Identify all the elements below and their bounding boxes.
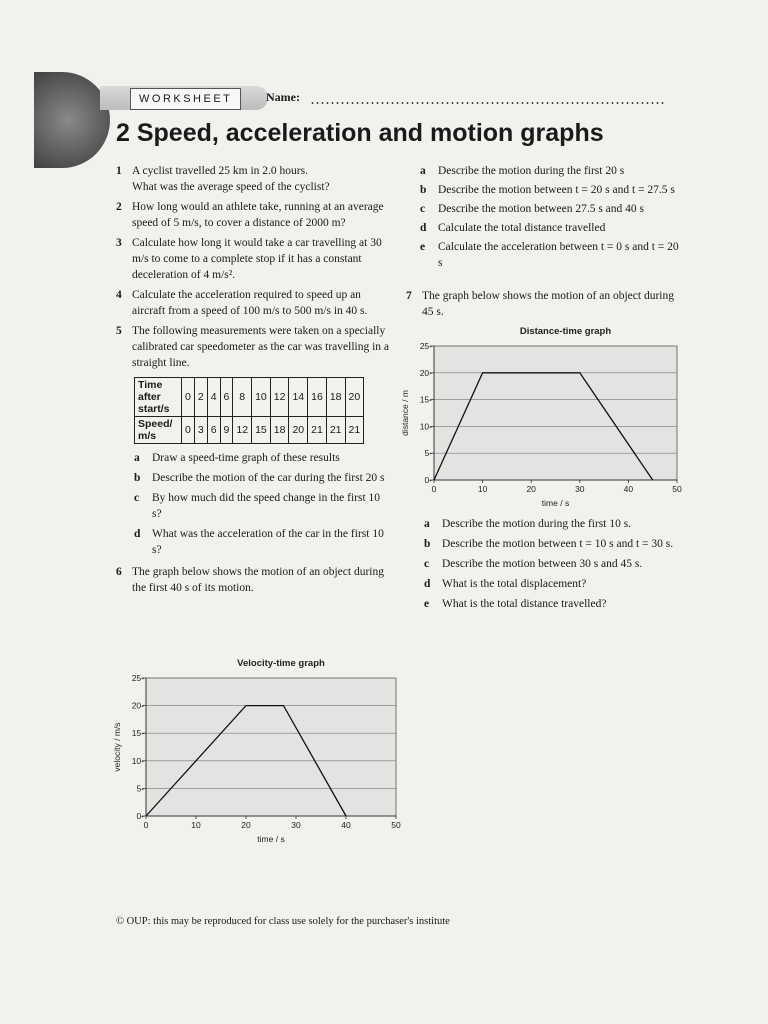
table-row bbox=[135, 417, 364, 444]
x-axis-label: time / s bbox=[541, 498, 570, 508]
part-letter: b bbox=[134, 472, 141, 484]
right-column bbox=[420, 163, 680, 271]
table-cell: 15 bbox=[252, 417, 271, 444]
measurements-table bbox=[134, 377, 364, 444]
x-tick-label: 40 bbox=[341, 820, 351, 830]
table-cell: 16 bbox=[308, 378, 327, 417]
part-letter: d bbox=[424, 578, 431, 590]
table-cell: 21 bbox=[326, 417, 345, 444]
part-text: Describe the motion between t = 10 s and t = 30 s. bbox=[442, 538, 674, 550]
question-part bbox=[424, 596, 694, 612]
x-tick-label: 0 bbox=[143, 820, 149, 830]
question-text: The graph below shows the motion of an object during the first 40 s of its motion. bbox=[132, 566, 384, 594]
table-cell: 4 bbox=[207, 378, 220, 417]
worksheet-label: WORKSHEET bbox=[130, 88, 241, 110]
y-axis-label: distance / m bbox=[400, 390, 410, 436]
table-cell: 20 bbox=[289, 417, 308, 444]
table-cell: 6 bbox=[220, 378, 233, 417]
table-cell: 12 bbox=[233, 417, 252, 444]
y-tick-label: 10- bbox=[419, 421, 432, 432]
x-tick-label: 30 bbox=[575, 484, 585, 494]
y-tick-label: 5- bbox=[136, 783, 144, 794]
x-tick-label: 0 bbox=[431, 484, 437, 494]
part-text: What was the acceleration of the car in the first 10 s? bbox=[152, 528, 384, 556]
question-text: A cyclist travelled 25 km in 2.0 hours. bbox=[132, 165, 308, 177]
question-7-stem bbox=[406, 288, 686, 320]
question-text: How long would an athlete take, running at an average speed of 5 m/s, to cover a distance of 2000 m? bbox=[132, 201, 384, 229]
y-tick-label: 0- bbox=[424, 475, 432, 485]
plot-area bbox=[434, 346, 677, 480]
y-tick-label: 10- bbox=[131, 755, 144, 766]
x-tick-label: 30 bbox=[291, 820, 301, 830]
table-cell: 10 bbox=[252, 378, 271, 417]
distance-time-chart bbox=[398, 320, 688, 512]
y-axis-label: velocity / m/s bbox=[112, 722, 122, 772]
part-letter: a bbox=[420, 165, 426, 177]
table-cell: 6 bbox=[207, 417, 220, 444]
question-text: The following measurements were taken on a specially calibrated car speedometer as the car was travelling in a straight line. bbox=[132, 325, 390, 369]
x-tick-label: 20 bbox=[241, 820, 251, 830]
part-letter: c bbox=[424, 558, 430, 570]
part-text: Calculate the total distance travelled bbox=[438, 222, 606, 234]
right-column-q7-parts bbox=[424, 516, 694, 612]
part-letter: e bbox=[420, 241, 426, 253]
question-number: 3 bbox=[116, 237, 122, 249]
question-number: 1 bbox=[116, 165, 122, 177]
table-cell: 21 bbox=[308, 417, 327, 444]
table-cell: 20 bbox=[345, 378, 364, 417]
name-line bbox=[310, 102, 666, 104]
question-part bbox=[134, 490, 392, 522]
question-2 bbox=[116, 199, 392, 231]
page-title: 2 Speed, acceleration and motion graphs bbox=[116, 119, 604, 147]
y-tick-label: 25- bbox=[419, 341, 432, 351]
part-text: What is the total displacement? bbox=[442, 578, 587, 590]
x-tick-label: 40 bbox=[623, 484, 634, 494]
cyclist-emblem-icon bbox=[34, 72, 110, 168]
question-part bbox=[424, 536, 694, 552]
part-text: Describe the motion between 27.5 s and 40 s bbox=[438, 203, 644, 215]
y-tick-label: 20- bbox=[131, 700, 144, 711]
question-3 bbox=[116, 235, 392, 283]
part-letter: c bbox=[134, 492, 140, 504]
part-text: By how much did the speed change in the first 10 s? bbox=[152, 492, 381, 520]
y-tick-label: 0- bbox=[136, 811, 144, 821]
table-cell: 21 bbox=[345, 417, 364, 444]
question-5 bbox=[116, 323, 392, 371]
part-letter: d bbox=[134, 528, 141, 540]
question-6 bbox=[116, 564, 392, 596]
table-cell: 14 bbox=[289, 378, 308, 417]
y-tick-label: 15- bbox=[131, 728, 144, 739]
part-letter: b bbox=[424, 538, 431, 550]
part-text: Describe the motion during the first 20 s bbox=[438, 165, 625, 177]
y-tick-label: 20- bbox=[419, 367, 432, 378]
row-header: Time after start/s bbox=[135, 378, 182, 417]
table-cell: 18 bbox=[326, 378, 345, 417]
question-7 bbox=[406, 288, 686, 320]
part-letter: a bbox=[424, 518, 430, 530]
part-letter: a bbox=[134, 452, 140, 464]
part-text: What is the total distance travelled? bbox=[442, 598, 607, 610]
row-header: Speed/ m/s bbox=[135, 417, 182, 444]
table-cell: 0 bbox=[182, 417, 195, 444]
y-tick-label: 25- bbox=[131, 673, 144, 683]
x-tick-label: 20 bbox=[526, 484, 536, 494]
question-part bbox=[424, 516, 694, 532]
part-text: Calculate the acceleration between t = 0 s and t = 20 s bbox=[438, 241, 679, 269]
table-cell: 2 bbox=[194, 378, 207, 417]
table-cell: 9 bbox=[220, 417, 233, 444]
question-number: 5 bbox=[116, 325, 122, 337]
question-part bbox=[424, 576, 694, 592]
question-number: 6 bbox=[116, 566, 122, 578]
part-letter: b bbox=[420, 184, 427, 196]
part-text: Describe the motion of the car during the first 20 s bbox=[152, 472, 385, 484]
part-text: Describe the motion during the first 10 s. bbox=[442, 518, 632, 530]
table-cell: 18 bbox=[270, 417, 289, 444]
part-letter: d bbox=[420, 222, 427, 234]
question-part bbox=[420, 201, 680, 217]
table-cell: 0 bbox=[182, 378, 195, 417]
left-column bbox=[116, 163, 392, 596]
chart-title: Velocity-time graph bbox=[237, 658, 325, 669]
question-1 bbox=[116, 163, 392, 195]
question-part bbox=[134, 470, 392, 486]
part-text: Describe the motion between t = 20 s and t = 27.5 s bbox=[438, 184, 675, 196]
x-tick-label: 50 bbox=[672, 484, 682, 494]
question-part bbox=[420, 239, 680, 271]
part-letter: e bbox=[424, 598, 430, 610]
x-tick-label: 10 bbox=[191, 820, 201, 830]
y-tick-label: 15- bbox=[419, 394, 432, 405]
copyright-footer: © OUP: this may be reproduced for class use solely for the purchaser's institute bbox=[116, 916, 450, 927]
velocity-time-chart bbox=[110, 654, 410, 850]
table-cell: 3 bbox=[194, 417, 207, 444]
question-5-parts bbox=[134, 450, 392, 558]
table-cell: 8 bbox=[233, 378, 252, 417]
question-part bbox=[420, 220, 680, 236]
x-tick-label: 50 bbox=[391, 820, 401, 830]
question-number: 2 bbox=[116, 201, 122, 213]
question-part bbox=[134, 526, 392, 558]
question-part bbox=[420, 163, 680, 179]
table-cell: 12 bbox=[270, 378, 289, 417]
question-text: Calculate how long it would take a car travelling at 30 m/s to come to a complete stop if it has a constant deceleration of 4 m/s². bbox=[132, 237, 382, 281]
table-row bbox=[135, 378, 364, 417]
question-part bbox=[420, 182, 680, 198]
plot-area bbox=[146, 678, 396, 816]
part-text: Describe the motion between 30 s and 45 s. bbox=[442, 558, 643, 570]
y-tick-label: 5- bbox=[424, 448, 432, 459]
question-part bbox=[424, 556, 694, 572]
name-label: Name: bbox=[266, 90, 300, 104]
question-part bbox=[134, 450, 392, 466]
x-tick-label: 10 bbox=[477, 484, 488, 494]
part-text: Draw a speed-time graph of these results bbox=[152, 452, 340, 464]
x-axis-label: time / s bbox=[257, 834, 285, 844]
question-number: 4 bbox=[116, 289, 122, 301]
question-text: The graph below shows the motion of an object during 45 s. bbox=[422, 290, 674, 318]
question-text: Calculate the acceleration required to speed up an aircraft from a speed of 100 m/s to 500 m/s in 40 s. bbox=[132, 289, 368, 317]
part-letter: c bbox=[420, 203, 426, 215]
question-4 bbox=[116, 287, 392, 319]
question-number: 7 bbox=[406, 290, 412, 302]
chart-title: Distance-time graph bbox=[519, 326, 612, 337]
question-text: What was the average speed of the cyclist? bbox=[132, 181, 330, 193]
